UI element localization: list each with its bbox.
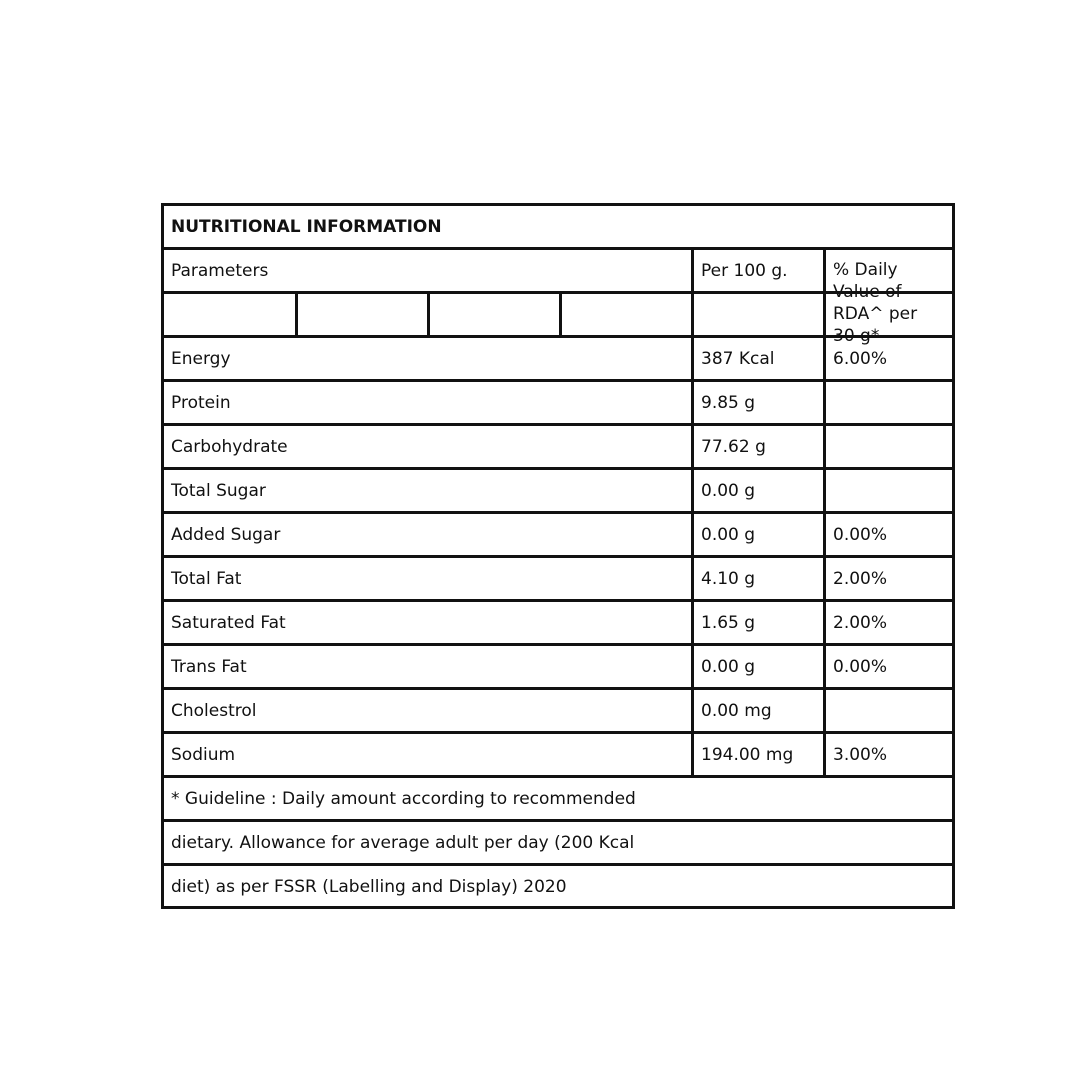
- per-100g-cell: [691, 514, 823, 555]
- footnote-row: [164, 778, 952, 822]
- nutrient-name-cell: [164, 690, 692, 731]
- rda-value: 3.00%: [833, 745, 888, 765]
- footnote-line-1: * Guideline : Daily amount according to recommended: [171, 789, 636, 809]
- rda-cell: [823, 338, 955, 379]
- nutrient-name-cell: [164, 646, 692, 687]
- per-100g-cell: [691, 558, 823, 599]
- empty-subcell-3: [427, 294, 559, 335]
- table-title: NUTRITIONAL INFORMATION: [171, 217, 442, 237]
- per-100g-value: 77.62 g: [701, 437, 766, 457]
- per-100g-cell: [691, 602, 823, 643]
- per-100g-cell: [691, 470, 823, 511]
- per-100g-value: 4.10 g: [701, 569, 756, 589]
- nutrient-name-cell: [164, 514, 692, 555]
- per-100g-cell: [691, 734, 823, 775]
- rda-cell: [823, 602, 955, 643]
- per-100g-cell: [691, 338, 823, 379]
- nutrient-name-cell: [164, 734, 692, 775]
- empty-subcell-5: [691, 294, 823, 335]
- table-row: [164, 338, 952, 382]
- per-100g-cell: [691, 690, 823, 731]
- empty-subcell-4: [559, 294, 692, 335]
- per-100g-cell: [691, 646, 823, 687]
- nutrient-name-cell: [164, 602, 692, 643]
- nutrient-name-cell: [164, 426, 692, 467]
- daily-value-header: % Daily Value of: [833, 260, 902, 302]
- nutrient-name: Added Sugar: [171, 525, 281, 545]
- rda-value: 0.00%: [833, 525, 888, 545]
- per-100g-cell: [691, 426, 823, 467]
- footnote-cell: [164, 822, 952, 863]
- footnote-cell: [164, 778, 952, 819]
- nutrient-name: Carbohydrate: [171, 437, 288, 457]
- per-100g-value: 0.00 g: [701, 525, 756, 545]
- rda-cell: [823, 734, 955, 775]
- rda-header-cell: [823, 294, 955, 346]
- daily-value-header-cell: [823, 250, 955, 302]
- table-row: [164, 646, 952, 690]
- table-row: [164, 690, 952, 734]
- table-row: [164, 382, 952, 426]
- nutrient-name: Total Sugar: [171, 481, 266, 501]
- table-row: [164, 426, 952, 470]
- per-100g-value: 0.00 mg: [701, 701, 772, 721]
- per-100g-header: Per 100 g.: [701, 261, 788, 281]
- table-row: [164, 470, 952, 514]
- rda-cell: [823, 514, 955, 555]
- parameters-header-cell: [164, 250, 692, 291]
- footnote-row: [164, 822, 952, 866]
- rda-value: 2.00%: [833, 569, 888, 589]
- rda-value: 6.00%: [833, 349, 888, 369]
- nutrient-name: Energy: [171, 349, 231, 369]
- header-row: [164, 250, 952, 302]
- rda-cell: [823, 382, 955, 423]
- rda-cell: [823, 558, 955, 599]
- subheader-row: [164, 294, 952, 346]
- per-100g-value: 387 Kcal: [701, 349, 775, 369]
- rda-cell: [823, 426, 955, 467]
- rda-header: RDA^ per 30 g*: [833, 304, 918, 346]
- per-100g-value: 194.00 mg: [701, 745, 794, 765]
- footnote-line-2: dietary. Allowance for average adult per day (200 Kcal: [171, 833, 635, 853]
- nutrient-name: Trans Fat: [171, 657, 247, 677]
- rda-cell: [823, 470, 955, 511]
- nutrient-name-cell: [164, 558, 692, 599]
- rda-value: 0.00%: [833, 657, 888, 677]
- per-100g-value: 9.85 g: [701, 393, 756, 413]
- nutrient-name: Saturated Fat: [171, 613, 286, 633]
- per-100g-header-cell: [691, 250, 823, 291]
- per-100g-cell: [691, 382, 823, 423]
- rda-cell: [823, 690, 955, 731]
- table-row: [164, 734, 952, 778]
- nutrient-name: Sodium: [171, 745, 236, 765]
- empty-subcell-2: [295, 294, 427, 335]
- nutrient-name: Protein: [171, 393, 231, 413]
- title-row: [164, 206, 952, 250]
- parameters-header: Parameters: [171, 261, 269, 281]
- nutrient-name-cell: [164, 338, 692, 379]
- title-cell: [164, 206, 952, 247]
- nutrient-name-cell: [164, 382, 692, 423]
- per-100g-value: 0.00 g: [701, 657, 756, 677]
- nutrient-name-cell: [164, 470, 692, 511]
- nutrient-name: Cholestrol: [171, 701, 257, 721]
- nutrient-name: Total Fat: [171, 569, 242, 589]
- empty-subcell-1: [164, 294, 296, 335]
- table-row: [164, 602, 952, 646]
- footnote-line-3: diet) as per FSSR (Labelling and Display) 2020: [171, 877, 567, 897]
- per-100g-value: 0.00 g: [701, 481, 756, 501]
- footnote-row: [164, 866, 952, 910]
- table-row: [164, 514, 952, 558]
- per-100g-value: 1.65 g: [701, 613, 756, 633]
- nutrition-table: [161, 203, 955, 909]
- rda-value: 2.00%: [833, 613, 888, 633]
- rda-cell: [823, 646, 955, 687]
- table-row: [164, 558, 952, 602]
- footnote-cell: [164, 866, 952, 910]
